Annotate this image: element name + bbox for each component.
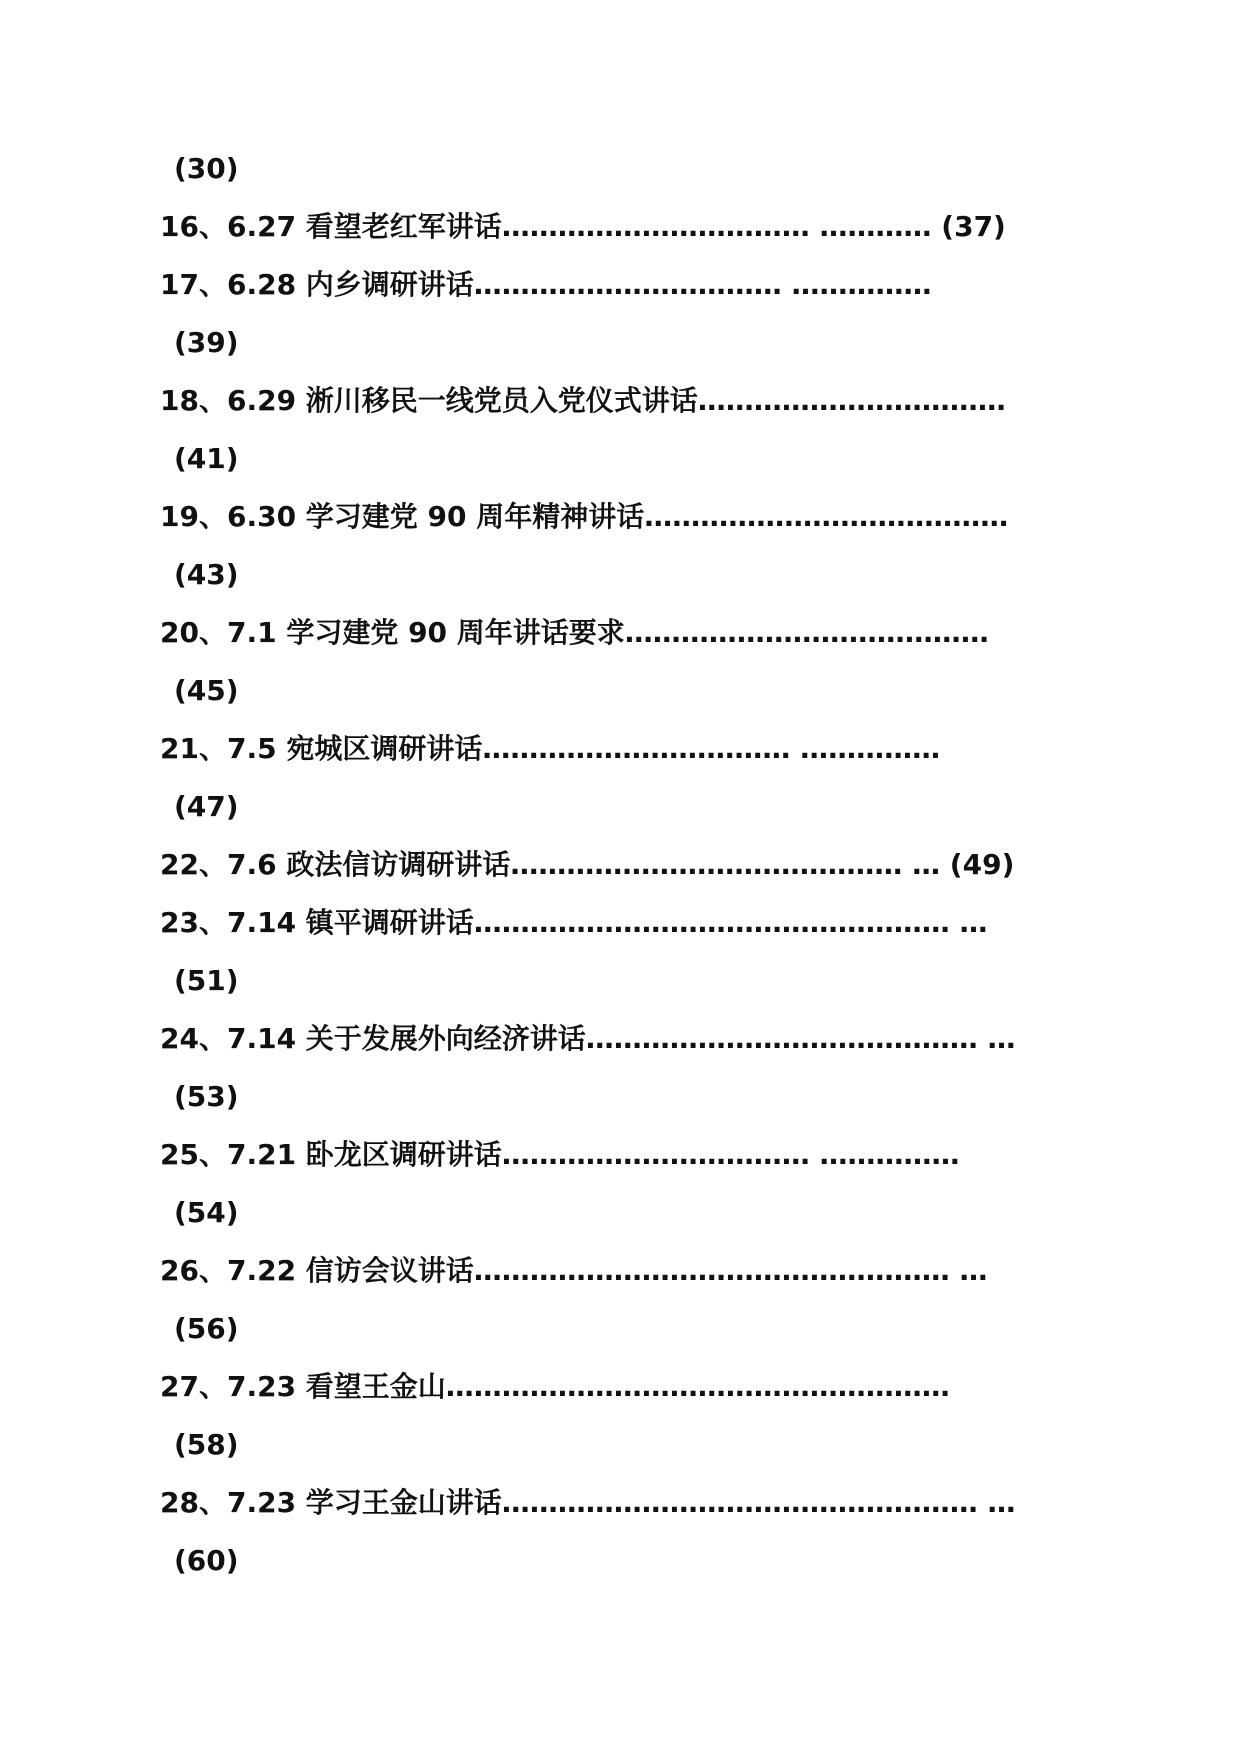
toc-entry-19: 19、6.30 学习建党 90 周年精神讲话………………………………… (160, 500, 1009, 533)
toc-entry-27: 27、7.23 看望王金山……………………………………………… (160, 1370, 950, 1403)
toc-page-number: (30) (174, 152, 239, 185)
toc-entry-16: 16、6.27 看望老红军讲话…………………………… ………… (37) (160, 210, 1006, 243)
toc-entry-21: 21、7.5 宛城区调研讲话…………………………… …………… (160, 732, 941, 765)
toc-page-number: (54) (174, 1196, 239, 1229)
toc-page-number: (60) (174, 1544, 239, 1577)
toc-entry-28: 28、7.23 学习王金山讲话…………………………………………… … (160, 1486, 1016, 1519)
toc-entry-22: 22、7.6 政法信访调研讲话…………………………………… … (49) (160, 848, 1015, 881)
toc-entry-25: 25、7.21 卧龙区调研讲话…………………………… …………… (160, 1138, 960, 1171)
toc-page-number: (45) (174, 674, 239, 707)
toc-entry-17: 17、6.28 内乡调研讲话…………………………… …………… (160, 268, 932, 301)
toc-page-number: (39) (174, 326, 239, 359)
toc-page-number: (41) (174, 442, 239, 475)
toc-entry-26: 26、7.22 信访会议讲话…………………………………………… … (160, 1254, 988, 1287)
toc-entry-23: 23、7.14 镇平调研讲话…………………………………………… … (160, 906, 988, 939)
toc-entry-18: 18、6.29 淅川移民一线党员入党仪式讲话…………………………… (160, 384, 1006, 417)
table-of-contents (160, 140, 1100, 1590)
toc-page-number: (47) (174, 790, 239, 823)
toc-page-number: (56) (174, 1312, 239, 1345)
toc-entry-24: 24、7.14 关于发展外向经济讲话…………………………………… … (160, 1022, 1016, 1055)
toc-page-number: (43) (174, 558, 239, 591)
toc-page-number: (58) (174, 1428, 239, 1461)
toc-entry-20: 20、7.1 学习建党 90 周年讲话要求………………………………… (160, 616, 989, 649)
toc-page-number: (53) (174, 1080, 239, 1113)
toc-page-number: (51) (174, 964, 239, 997)
